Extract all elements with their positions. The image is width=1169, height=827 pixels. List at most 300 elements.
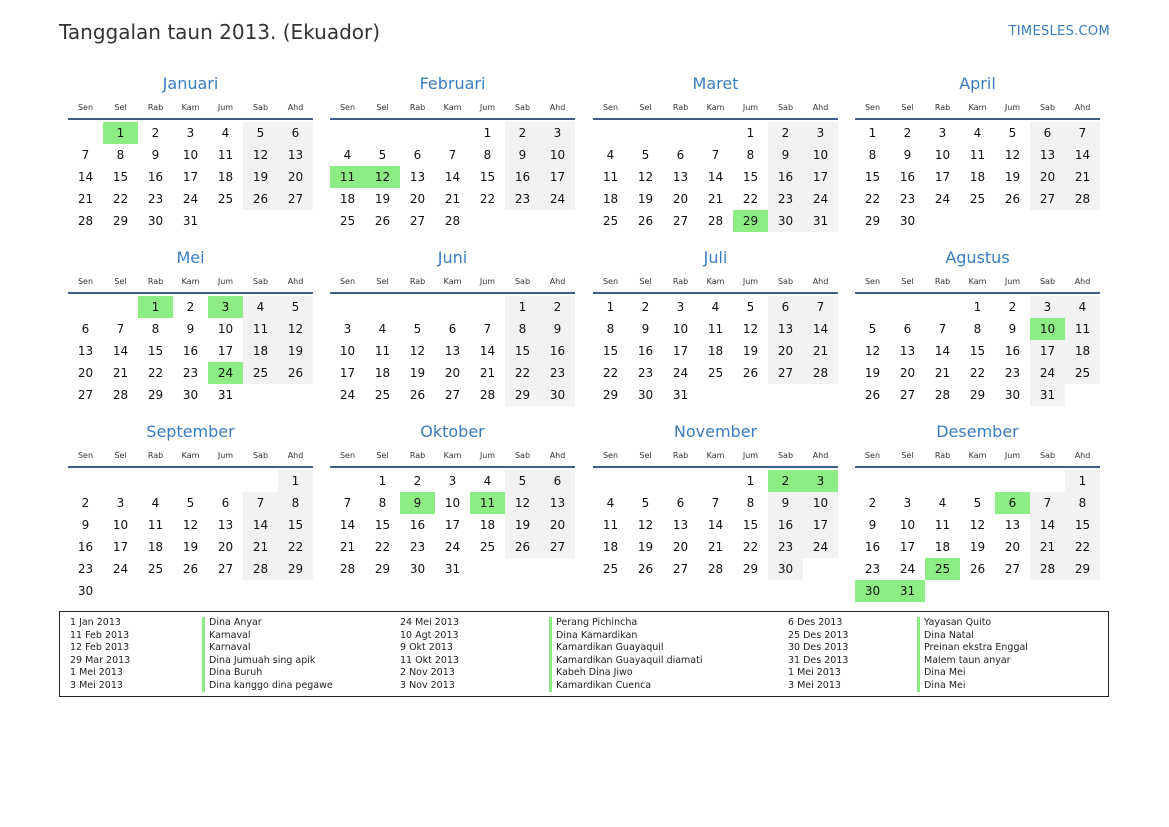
day-cell[interactable]: 4 xyxy=(151,496,160,510)
day-cell[interactable]: 2 xyxy=(540,296,575,318)
day-cell[interactable]: 27 xyxy=(1030,188,1065,210)
day-cell[interactable]: 15 xyxy=(278,514,313,536)
day-cell[interactable]: 14 xyxy=(707,518,724,532)
day-cell[interactable]: 15 xyxy=(479,170,496,184)
day-cell[interactable]: 22 xyxy=(112,192,129,206)
day-cell[interactable]: 5 xyxy=(868,322,877,336)
day-cell[interactable]: 17 xyxy=(1030,340,1065,362)
day-cell[interactable]: 4 xyxy=(221,126,230,140)
day-cell[interactable]: 10 xyxy=(217,322,234,336)
day-cell[interactable]: 24 xyxy=(803,188,838,210)
day-cell[interactable]: 18 xyxy=(1065,340,1100,362)
day-cell[interactable]: 12 xyxy=(637,170,654,184)
day-cell[interactable]: 14 xyxy=(339,518,356,532)
day-cell[interactable]: 30 xyxy=(768,558,803,580)
day-cell[interactable]: 11 xyxy=(1065,318,1100,340)
day-cell[interactable]: 17 xyxy=(803,166,838,188)
day-cell[interactable]: 20 xyxy=(409,192,426,206)
day-cell[interactable]: 6 xyxy=(448,322,457,336)
day-cell[interactable]: 2 xyxy=(186,300,195,314)
day-cell[interactable]: 29 xyxy=(147,388,164,402)
day-cell[interactable]: 10 xyxy=(444,496,461,510)
day-cell[interactable]: 19 xyxy=(864,366,881,380)
day-cell[interactable]: 12 xyxy=(637,518,654,532)
day-cell[interactable]: 23 xyxy=(147,192,164,206)
day-cell[interactable]: 31 xyxy=(182,214,199,228)
day-cell[interactable]: 26 xyxy=(374,214,391,228)
day-cell[interactable]: 25 xyxy=(374,388,391,402)
day-cell[interactable]: 30 xyxy=(540,384,575,406)
day-cell[interactable]: 9 xyxy=(768,144,803,166)
day-cell[interactable]: 14 xyxy=(707,170,724,184)
day-cell[interactable]: 13 xyxy=(768,318,803,340)
day-cell[interactable]: 28 xyxy=(707,562,724,576)
day-cell[interactable]: 5 xyxy=(973,496,982,510)
day-cell[interactable]: 28 xyxy=(112,388,129,402)
day-cell[interactable]: 1 xyxy=(868,126,877,140)
day-cell[interactable]: 9 xyxy=(186,322,195,336)
day-cell[interactable]: 22 xyxy=(374,540,391,554)
day-cell[interactable]: 10 xyxy=(540,144,575,166)
day-cell[interactable]: 5 xyxy=(1008,126,1017,140)
day-cell[interactable]: 1 xyxy=(1065,470,1100,492)
day-cell[interactable]: 4 xyxy=(606,148,615,162)
day-cell[interactable]: 26 xyxy=(637,562,654,576)
day-cell[interactable]: 7 xyxy=(1030,492,1065,514)
day-cell[interactable]: 6 xyxy=(540,470,575,492)
day-cell[interactable]: 1 xyxy=(746,126,755,140)
day-cell[interactable]: 5 xyxy=(378,148,387,162)
day-cell[interactable]: 11 xyxy=(243,318,278,340)
day-cell[interactable]: 30 xyxy=(768,210,803,232)
day-cell[interactable]: 25 xyxy=(243,362,278,384)
holiday-day[interactable]: 9 xyxy=(400,492,435,514)
day-cell[interactable]: 22 xyxy=(969,366,986,380)
day-cell[interactable]: 1 xyxy=(746,474,755,488)
holiday-day[interactable]: 6 xyxy=(995,492,1030,514)
day-cell[interactable]: 6 xyxy=(1030,122,1065,144)
day-cell[interactable]: 19 xyxy=(409,366,426,380)
day-cell[interactable]: 9 xyxy=(868,518,877,532)
day-cell[interactable]: 27 xyxy=(672,214,689,228)
day-cell[interactable]: 27 xyxy=(768,362,803,384)
day-cell[interactable]: 14 xyxy=(1065,144,1100,166)
day-cell[interactable]: 8 xyxy=(116,148,125,162)
day-cell[interactable]: 11 xyxy=(602,170,619,184)
day-cell[interactable]: 4 xyxy=(606,496,615,510)
day-cell[interactable]: 8 xyxy=(746,496,755,510)
day-cell[interactable]: 24 xyxy=(899,562,916,576)
day-cell[interactable]: 2 xyxy=(413,474,422,488)
day-cell[interactable]: 22 xyxy=(278,536,313,558)
day-cell[interactable]: 6 xyxy=(768,296,803,318)
day-cell[interactable]: 31 xyxy=(1030,384,1065,406)
day-cell[interactable]: 16 xyxy=(409,518,426,532)
day-cell[interactable]: 2 xyxy=(505,122,540,144)
day-cell[interactable]: 15 xyxy=(505,340,540,362)
day-cell[interactable]: 21 xyxy=(112,366,129,380)
day-cell[interactable]: 19 xyxy=(243,166,278,188)
day-cell[interactable]: 2 xyxy=(641,300,650,314)
day-cell[interactable]: 2 xyxy=(768,122,803,144)
day-cell[interactable]: 7 xyxy=(803,296,838,318)
day-cell[interactable]: 4 xyxy=(483,474,492,488)
day-cell[interactable]: 26 xyxy=(742,366,759,380)
day-cell[interactable]: 24 xyxy=(182,192,199,206)
day-cell[interactable]: 4 xyxy=(973,126,982,140)
day-cell[interactable]: 7 xyxy=(483,322,492,336)
day-cell[interactable]: 28 xyxy=(77,214,94,228)
day-cell[interactable]: 8 xyxy=(746,148,755,162)
day-cell[interactable]: 28 xyxy=(1065,188,1100,210)
day-cell[interactable]: 21 xyxy=(243,536,278,558)
day-cell[interactable]: 1 xyxy=(483,126,492,140)
day-cell[interactable]: 14 xyxy=(479,344,496,358)
day-cell[interactable]: 28 xyxy=(444,214,461,228)
day-cell[interactable]: 2 xyxy=(81,496,90,510)
day-cell[interactable]: 23 xyxy=(1004,366,1021,380)
day-cell[interactable]: 18 xyxy=(969,170,986,184)
day-cell[interactable]: 20 xyxy=(77,366,94,380)
holiday-day[interactable]: 31 xyxy=(890,580,925,602)
day-cell[interactable]: 16 xyxy=(505,166,540,188)
day-cell[interactable]: 25 xyxy=(147,562,164,576)
day-cell[interactable]: 18 xyxy=(374,366,391,380)
day-cell[interactable]: 25 xyxy=(217,192,234,206)
day-cell[interactable]: 11 xyxy=(374,344,391,358)
day-cell[interactable]: 12 xyxy=(409,344,426,358)
day-cell[interactable]: 8 xyxy=(505,318,540,340)
day-cell[interactable]: 21 xyxy=(339,540,356,554)
day-cell[interactable]: 17 xyxy=(182,170,199,184)
day-cell[interactable]: 3 xyxy=(803,122,838,144)
day-cell[interactable]: 8 xyxy=(973,322,982,336)
day-cell[interactable]: 21 xyxy=(444,192,461,206)
day-cell[interactable]: 27 xyxy=(1004,562,1021,576)
day-cell[interactable]: 29 xyxy=(505,384,540,406)
day-cell[interactable]: 30 xyxy=(637,388,654,402)
day-cell[interactable]: 18 xyxy=(479,518,496,532)
day-cell[interactable]: 19 xyxy=(1004,170,1021,184)
day-cell[interactable]: 30 xyxy=(1004,388,1021,402)
day-cell[interactable]: 10 xyxy=(112,518,129,532)
day-cell[interactable]: 10 xyxy=(899,518,916,532)
day-cell[interactable]: 21 xyxy=(1030,536,1065,558)
day-cell[interactable]: 23 xyxy=(77,562,94,576)
day-cell[interactable]: 15 xyxy=(864,170,881,184)
day-cell[interactable]: 21 xyxy=(707,540,724,554)
day-cell[interactable]: 24 xyxy=(112,562,129,576)
day-cell[interactable]: 16 xyxy=(77,540,94,554)
day-cell[interactable]: 31 xyxy=(803,210,838,232)
day-cell[interactable]: 27 xyxy=(77,388,94,402)
holiday-day[interactable]: 29 xyxy=(733,210,768,232)
day-cell[interactable]: 22 xyxy=(742,540,759,554)
day-cell[interactable]: 31 xyxy=(672,388,689,402)
day-cell[interactable]: 20 xyxy=(278,166,313,188)
day-cell[interactable]: 27 xyxy=(278,188,313,210)
day-cell[interactable]: 16 xyxy=(182,344,199,358)
day-cell[interactable]: 16 xyxy=(637,344,654,358)
day-cell[interactable]: 28 xyxy=(934,388,951,402)
day-cell[interactable]: 8 xyxy=(278,492,313,514)
day-cell[interactable]: 27 xyxy=(444,388,461,402)
day-cell[interactable]: 16 xyxy=(540,340,575,362)
day-cell[interactable]: 24 xyxy=(540,188,575,210)
day-cell[interactable]: 20 xyxy=(217,540,234,554)
day-cell[interactable]: 8 xyxy=(483,148,492,162)
day-cell[interactable]: 5 xyxy=(641,496,650,510)
day-cell[interactable]: 2 xyxy=(1008,300,1017,314)
day-cell[interactable]: 29 xyxy=(112,214,129,228)
day-cell[interactable]: 22 xyxy=(479,192,496,206)
day-cell[interactable]: 13 xyxy=(278,144,313,166)
day-cell[interactable]: 9 xyxy=(903,148,912,162)
day-cell[interactable]: 4 xyxy=(938,496,947,510)
day-cell[interactable]: 22 xyxy=(505,362,540,384)
day-cell[interactable]: 4 xyxy=(243,296,278,318)
day-cell[interactable]: 27 xyxy=(540,536,575,558)
day-cell[interactable]: 26 xyxy=(969,562,986,576)
day-cell[interactable]: 16 xyxy=(147,170,164,184)
day-cell[interactable]: 7 xyxy=(938,322,947,336)
day-cell[interactable]: 25 xyxy=(602,214,619,228)
day-cell[interactable]: 13 xyxy=(444,344,461,358)
day-cell[interactable]: 19 xyxy=(969,540,986,554)
day-cell[interactable]: 16 xyxy=(1004,344,1021,358)
day-cell[interactable]: 14 xyxy=(444,170,461,184)
day-cell[interactable]: 15 xyxy=(112,170,129,184)
day-cell[interactable]: 26 xyxy=(409,388,426,402)
day-cell[interactable]: 18 xyxy=(147,540,164,554)
day-cell[interactable]: 31 xyxy=(217,388,234,402)
day-cell[interactable]: 18 xyxy=(602,540,619,554)
day-cell[interactable]: 23 xyxy=(505,188,540,210)
day-cell[interactable]: 21 xyxy=(1065,166,1100,188)
day-cell[interactable]: 12 xyxy=(243,144,278,166)
day-cell[interactable]: 12 xyxy=(505,492,540,514)
day-cell[interactable]: 25 xyxy=(1065,362,1100,384)
holiday-day[interactable]: 1 xyxy=(138,296,173,318)
day-cell[interactable]: 25 xyxy=(707,366,724,380)
holiday-day[interactable]: 2 xyxy=(768,470,803,492)
day-cell[interactable]: 27 xyxy=(672,562,689,576)
day-cell[interactable]: 11 xyxy=(217,148,234,162)
day-cell[interactable]: 29 xyxy=(742,562,759,576)
day-cell[interactable]: 29 xyxy=(864,214,881,228)
day-cell[interactable]: 16 xyxy=(864,540,881,554)
day-cell[interactable]: 10 xyxy=(672,322,689,336)
day-cell[interactable]: 8 xyxy=(1065,492,1100,514)
holiday-day[interactable]: 1 xyxy=(103,122,138,144)
day-cell[interactable]: 28 xyxy=(243,558,278,580)
day-cell[interactable]: 28 xyxy=(803,362,838,384)
day-cell[interactable]: 29 xyxy=(602,388,619,402)
day-cell[interactable]: 12 xyxy=(1004,148,1021,162)
day-cell[interactable]: 9 xyxy=(81,518,90,532)
day-cell[interactable]: 27 xyxy=(217,562,234,576)
day-cell[interactable]: 18 xyxy=(339,192,356,206)
day-cell[interactable]: 26 xyxy=(637,214,654,228)
day-cell[interactable]: 23 xyxy=(637,366,654,380)
day-cell[interactable]: 9 xyxy=(641,322,650,336)
day-cell[interactable]: 9 xyxy=(151,148,160,162)
day-cell[interactable]: 24 xyxy=(803,536,838,558)
day-cell[interactable]: 18 xyxy=(934,540,951,554)
day-cell[interactable]: 7 xyxy=(343,496,352,510)
day-cell[interactable]: 23 xyxy=(768,188,803,210)
day-cell[interactable]: 22 xyxy=(147,366,164,380)
day-cell[interactable]: 4 xyxy=(1065,296,1100,318)
day-cell[interactable]: 5 xyxy=(278,296,313,318)
day-cell[interactable]: 29 xyxy=(374,562,391,576)
day-cell[interactable]: 7 xyxy=(81,148,90,162)
day-cell[interactable]: 24 xyxy=(444,540,461,554)
day-cell[interactable]: 22 xyxy=(864,192,881,206)
day-cell[interactable]: 11 xyxy=(969,148,986,162)
day-cell[interactable]: 3 xyxy=(186,126,195,140)
day-cell[interactable]: 16 xyxy=(768,166,803,188)
day-cell[interactable]: 17 xyxy=(899,540,916,554)
day-cell[interactable]: 14 xyxy=(77,170,94,184)
day-cell[interactable]: 10 xyxy=(803,144,838,166)
day-cell[interactable]: 9 xyxy=(1008,322,1017,336)
holiday-day[interactable]: 30 xyxy=(855,580,890,602)
day-cell[interactable]: 9 xyxy=(505,144,540,166)
day-cell[interactable]: 13 xyxy=(672,518,689,532)
day-cell[interactable]: 3 xyxy=(676,300,685,314)
day-cell[interactable]: 3 xyxy=(1030,296,1065,318)
day-cell[interactable]: 7 xyxy=(711,148,720,162)
day-cell[interactable]: 19 xyxy=(505,514,540,536)
day-cell[interactable]: 20 xyxy=(444,366,461,380)
day-cell[interactable]: 3 xyxy=(903,496,912,510)
day-cell[interactable]: 13 xyxy=(409,170,426,184)
day-cell[interactable]: 1 xyxy=(378,474,387,488)
day-cell[interactable]: 21 xyxy=(479,366,496,380)
day-cell[interactable]: 4 xyxy=(711,300,720,314)
day-cell[interactable]: 31 xyxy=(444,562,461,576)
day-cell[interactable]: 7 xyxy=(116,322,125,336)
day-cell[interactable]: 15 xyxy=(742,518,759,532)
day-cell[interactable]: 12 xyxy=(182,518,199,532)
holiday-day[interactable]: 24 xyxy=(208,362,243,384)
day-cell[interactable]: 29 xyxy=(278,558,313,580)
day-cell[interactable]: 1 xyxy=(278,470,313,492)
day-cell[interactable]: 8 xyxy=(868,148,877,162)
day-cell[interactable]: 19 xyxy=(374,192,391,206)
day-cell[interactable]: 11 xyxy=(602,518,619,532)
day-cell[interactable]: 1 xyxy=(973,300,982,314)
day-cell[interactable]: 17 xyxy=(217,344,234,358)
day-cell[interactable]: 22 xyxy=(1065,536,1100,558)
day-cell[interactable]: 1 xyxy=(606,300,615,314)
day-cell[interactable]: 23 xyxy=(768,536,803,558)
day-cell[interactable]: 14 xyxy=(803,318,838,340)
day-cell[interactable]: 9 xyxy=(768,492,803,514)
day-cell[interactable]: 1 xyxy=(505,296,540,318)
day-cell[interactable]: 14 xyxy=(112,344,129,358)
day-cell[interactable]: 7 xyxy=(448,148,457,162)
day-cell[interactable]: 8 xyxy=(151,322,160,336)
holiday-day[interactable]: 10 xyxy=(1030,318,1065,340)
day-cell[interactable]: 14 xyxy=(243,514,278,536)
day-cell[interactable]: 11 xyxy=(934,518,951,532)
day-cell[interactable]: 29 xyxy=(969,388,986,402)
day-cell[interactable]: 18 xyxy=(217,170,234,184)
holiday-day[interactable]: 25 xyxy=(925,558,960,580)
day-cell[interactable]: 30 xyxy=(182,388,199,402)
day-cell[interactable]: 6 xyxy=(676,496,685,510)
day-cell[interactable]: 8 xyxy=(378,496,387,510)
day-cell[interactable]: 17 xyxy=(339,366,356,380)
day-cell[interactable]: 6 xyxy=(81,322,90,336)
day-cell[interactable]: 28 xyxy=(339,562,356,576)
day-cell[interactable]: 13 xyxy=(217,518,234,532)
day-cell[interactable]: 3 xyxy=(938,126,947,140)
day-cell[interactable]: 22 xyxy=(742,192,759,206)
day-cell[interactable]: 25 xyxy=(339,214,356,228)
day-cell[interactable]: 17 xyxy=(112,540,129,554)
day-cell[interactable]: 15 xyxy=(374,518,391,532)
day-cell[interactable]: 21 xyxy=(707,192,724,206)
day-cell[interactable]: 12 xyxy=(278,318,313,340)
day-cell[interactable]: 11 xyxy=(707,322,724,336)
day-cell[interactable]: 17 xyxy=(803,514,838,536)
day-cell[interactable]: 18 xyxy=(602,192,619,206)
day-cell[interactable]: 17 xyxy=(672,344,689,358)
day-cell[interactable]: 8 xyxy=(606,322,615,336)
day-cell[interactable]: 20 xyxy=(1004,540,1021,554)
day-cell[interactable]: 2 xyxy=(903,126,912,140)
day-cell[interactable]: 3 xyxy=(540,122,575,144)
day-cell[interactable]: 30 xyxy=(899,214,916,228)
day-cell[interactable]: 20 xyxy=(768,340,803,362)
day-cell[interactable]: 27 xyxy=(899,388,916,402)
day-cell[interactable]: 30 xyxy=(77,584,94,598)
day-cell[interactable]: 14 xyxy=(1030,514,1065,536)
day-cell[interactable]: 13 xyxy=(672,170,689,184)
day-cell[interactable]: 12 xyxy=(864,344,881,358)
day-cell[interactable]: 5 xyxy=(641,148,650,162)
day-cell[interactable]: 28 xyxy=(479,388,496,402)
day-cell[interactable]: 14 xyxy=(934,344,951,358)
day-cell[interactable]: 30 xyxy=(147,214,164,228)
day-cell[interactable]: 5 xyxy=(243,122,278,144)
day-cell[interactable]: 7 xyxy=(1065,122,1100,144)
day-cell[interactable]: 21 xyxy=(803,340,838,362)
day-cell[interactable]: 5 xyxy=(505,470,540,492)
day-cell[interactable]: 20 xyxy=(672,192,689,206)
holiday-day[interactable]: 3 xyxy=(803,470,838,492)
day-cell[interactable]: 18 xyxy=(707,344,724,358)
day-cell[interactable]: 13 xyxy=(1030,144,1065,166)
day-cell[interactable]: 23 xyxy=(182,366,199,380)
day-cell[interactable]: 10 xyxy=(339,344,356,358)
day-cell[interactable]: 28 xyxy=(707,214,724,228)
day-cell[interactable]: 16 xyxy=(768,514,803,536)
day-cell[interactable]: 12 xyxy=(969,518,986,532)
day-cell[interactable]: 20 xyxy=(1030,166,1065,188)
day-cell[interactable]: 13 xyxy=(77,344,94,358)
day-cell[interactable]: 19 xyxy=(637,192,654,206)
day-cell[interactable]: 9 xyxy=(540,318,575,340)
day-cell[interactable]: 2 xyxy=(151,126,160,140)
holiday-day[interactable]: 12 xyxy=(365,166,400,188)
brand-link[interactable]: TIMESLES.COM xyxy=(1008,24,1110,39)
day-cell[interactable]: 4 xyxy=(343,148,352,162)
day-cell[interactable]: 17 xyxy=(540,166,575,188)
